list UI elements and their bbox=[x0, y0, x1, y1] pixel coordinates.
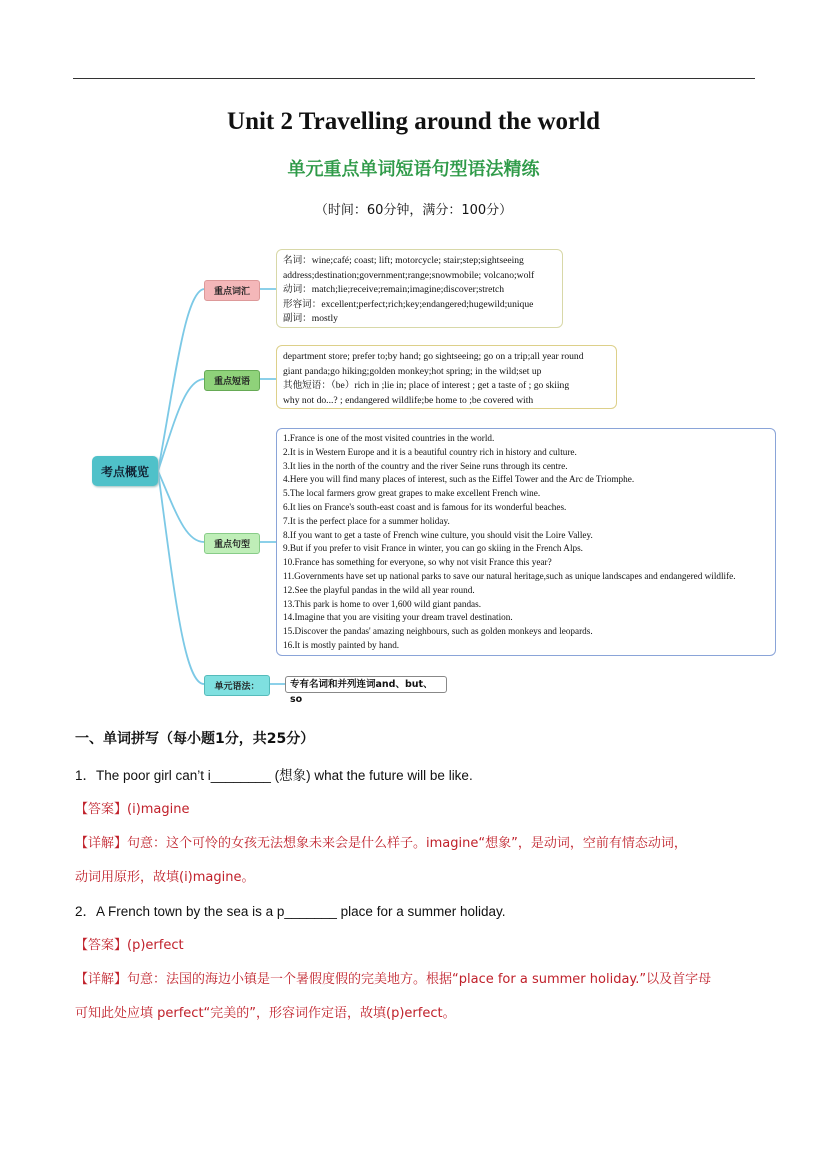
detail-label: 【详解】 bbox=[75, 972, 128, 987]
detail-text: 句意：这个可怜的女孩无法想象未来会是什么样子。imagine“想象”，是动词，空前有情态动词， bbox=[127, 836, 687, 851]
phrase-line: 其他短语：（be）rich in ;lie in; place of interest ; get a taste of ; go skiing bbox=[283, 380, 570, 392]
answer-label: 【答案】 bbox=[75, 802, 128, 817]
phrase-line: department store; prefer to;by hand; go sightseeing; go on a trip;all year round bbox=[283, 351, 584, 362]
sentence-line: 9.But if you prefer to visit France in winter, you can go skiing in the French Alps. bbox=[283, 543, 583, 554]
answer-label: 【答案】 bbox=[75, 938, 128, 953]
sentence-line: 14.Imagine that you are visiting your dream travel destination. bbox=[283, 612, 513, 623]
question-2: 2．A French town by the sea is a p_______ place for a summer holiday. bbox=[75, 904, 506, 919]
vocab-line: 副词：mostly bbox=[283, 313, 338, 325]
answer-text: (p)erfect bbox=[127, 938, 184, 953]
time-info: （时间：60分钟，满分：100分） bbox=[314, 203, 513, 218]
detail-text: 句意：法国的海边小镇是一个暑假度假的完美地方。根据“place for a summer holiday.”以及首字母 bbox=[127, 972, 712, 987]
detail-2-line1 bbox=[75, 968, 711, 987]
section-heading: 一、单词拼写（每小题1分，共25分） bbox=[75, 731, 315, 747]
branch-phrase bbox=[158, 379, 204, 471]
sentence-line: 5.The local farmers grow great grapes to make excellent French wine. bbox=[283, 488, 541, 499]
answer-text: (i)magine bbox=[127, 802, 190, 817]
sentence-line: 8.If you want to get a taste of French wine culture, you should visit the Loire Valley. bbox=[283, 529, 593, 540]
answer-2 bbox=[75, 934, 184, 953]
detail-2-line2: 可知此处应填 perfect“完美的”，形容词作定语，故填(p)erfect。 bbox=[75, 1006, 456, 1021]
sentence-line: 16.It is mostly painted by hand. bbox=[283, 639, 400, 650]
vocab-line: 动词：match;lie;receive;remain;imagine;discover;stretch bbox=[283, 284, 505, 296]
answer-1 bbox=[75, 798, 190, 817]
branch-gram bbox=[158, 471, 204, 684]
vocab-line: 形容词：excellent;perfect;rich;key;endangered;hugewild;unique bbox=[283, 298, 534, 310]
tag-phrases: 重点短语 bbox=[204, 370, 260, 391]
sentence-line: 11.Governments have set up national parks to save our natural heritage,such as unique landscapes and endangered wildlife. bbox=[283, 570, 736, 581]
phrases-box bbox=[276, 345, 617, 409]
sentence-line: 6.It lies on France's south-east coast and is famous for its wonderful beaches. bbox=[283, 501, 567, 512]
sentence-line: 4.Here you will find many places of interest, such as the Eiffel Tower and the Arc de Triomphe. bbox=[283, 474, 635, 485]
tag-grammar: 单元语法： bbox=[204, 675, 270, 696]
sentence-line: 10.France has something for everyone, so why not visit France this year? bbox=[283, 557, 552, 568]
detail-1-line2: 动词用原形，故填(i)magine。 bbox=[75, 870, 255, 885]
detail-1-line1 bbox=[75, 832, 687, 851]
grammar-box: 专有名词和并列连词and、but、so bbox=[285, 676, 447, 693]
page-title: Unit 2 Travelling around the world bbox=[227, 108, 600, 135]
sentence-line: 2.It is in Western Europe and it is a beautiful country rich in history and culture. bbox=[283, 446, 577, 457]
sentences-box bbox=[276, 428, 776, 656]
branch-sent bbox=[158, 471, 204, 542]
branch-vocab bbox=[158, 289, 204, 471]
vocab-line: 名词：wine;café; coast; lift; motorcycle; stair;step;sightseeing bbox=[283, 255, 524, 266]
sentence-line: 13.This park is home to over 1,600 wild giant pandas. bbox=[283, 598, 482, 609]
page-subtitle: 单元重点单词短语句型语法精练 bbox=[287, 159, 540, 180]
phrase-line: why not do...? ; endangered wildlife;be home to ;be covered with bbox=[283, 394, 534, 406]
tag-sentences: 重点句型 bbox=[204, 533, 260, 554]
sentence-line: 1.France is one of the most visited countries in the world. bbox=[283, 433, 495, 443]
vocab-line: address;destination;government;range;snowmobile; volcano;wolf bbox=[283, 269, 535, 281]
vocab-box bbox=[276, 249, 563, 328]
sentence-line: 12.See the playful pandas in the wild all year round. bbox=[283, 584, 475, 595]
phrase-line: giant panda;go hiking;golden monkey;hot spring; in the wild;set up bbox=[283, 365, 542, 377]
sentence-line: 3.It lies in the north of the country and the river Seine runs through its centre. bbox=[283, 460, 568, 471]
question-1: 1．The poor girl can’t i________ (想象) what the future will be like. bbox=[75, 768, 473, 783]
mindmap-center-node: 考点概览 bbox=[92, 456, 158, 486]
sentence-line: 15.Discover the pandas' amazing neighbours, such as golden monkeys and leopards. bbox=[283, 626, 593, 637]
sentence-line: 7.It is the perfect place for a summer holiday. bbox=[283, 515, 450, 526]
detail-label: 【详解】 bbox=[75, 836, 128, 851]
tag-vocab: 重点词汇 bbox=[204, 280, 260, 301]
